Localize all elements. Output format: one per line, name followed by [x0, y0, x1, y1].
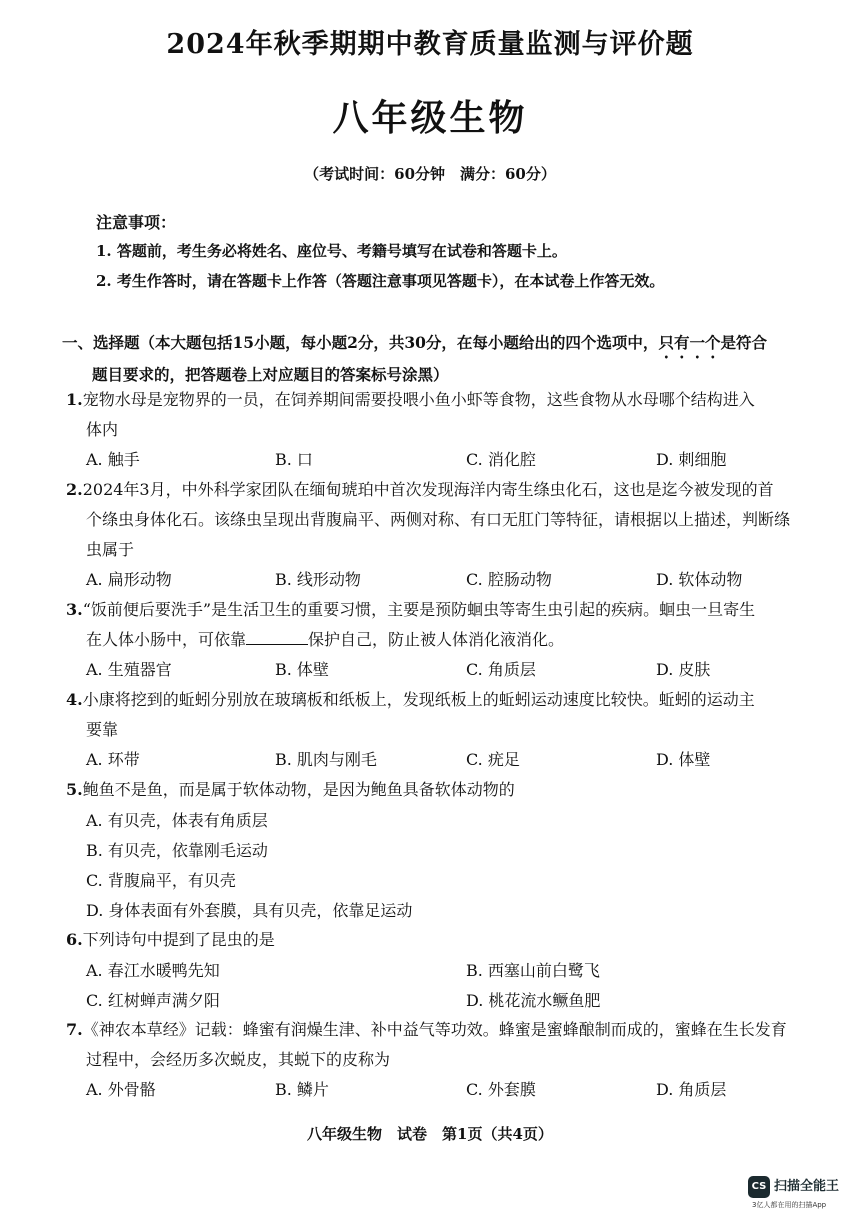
notice-item: 2. 考生作答时，请在答题卡上作答（答题注意事项见答题卡），在本试卷上作答无效。 [96, 272, 665, 290]
option-d[interactable]: D. 皮肤 [656, 660, 711, 679]
question-number: 6. [66, 930, 83, 949]
option-c[interactable]: C. 腔肠动物 [466, 570, 552, 589]
section-text: 一、选择题（本大题包括15小题，每小题2分，共30分，在每小题给出的四个选项中， [62, 333, 659, 352]
exam-title: 2024年秋季期期中教育质量监测与评价题 [166, 29, 694, 60]
question-text: 虫属于 [86, 540, 135, 559]
option-b[interactable]: B. 口 [275, 450, 313, 469]
option-c[interactable]: C. 疣足 [466, 750, 520, 769]
question-4 [66, 685, 826, 745]
option-c[interactable]: C. 外套膜 [466, 1080, 536, 1099]
options-6b [86, 988, 746, 1014]
answer-blank [246, 628, 308, 645]
question-2 [66, 475, 826, 565]
options-2 [86, 567, 746, 593]
question-text: 体内 [86, 420, 119, 439]
option-a[interactable]: A. 外骨骼 [86, 1080, 156, 1099]
option-a[interactable]: A. 生殖器官 [86, 660, 172, 679]
question-text: 保护自己，防止被人体消化液消化。 [308, 630, 565, 649]
subject-title: 八年级生物 [332, 97, 528, 139]
option-b[interactable]: B. 鳞片 [275, 1080, 329, 1099]
scanner-app-name: 扫描全能王 [774, 1179, 840, 1194]
options-6 [86, 958, 746, 984]
option-d[interactable]: D. 角质层 [656, 1080, 727, 1099]
notice-item: 1. 答题前，考生务必将姓名、座位号、考籍号填写在试卷和答题卡上。 [96, 242, 567, 260]
option-a[interactable]: A. 扁形动物 [86, 570, 172, 589]
section-heading [62, 330, 822, 387]
options-4 [86, 747, 746, 773]
question-text: 宠物水母是宠物界的一员，在饲养期间需要投喂小鱼小虾等食物，这些食物从水母哪个结构进入 [82, 390, 755, 409]
question-text: 《神农本草经》记载：蜂蜜有润燥生津、补中益气等功效。蜂蜜是蜜蜂酿制而成的，蜜蜂在生长发育 [82, 1020, 787, 1039]
question-text: 2024年3月，中外科学家团队在缅甸琥珀中首次发现海洋内寄生绦虫化石，这也是迄今被发现的首 [82, 480, 774, 499]
question-number: 3. [66, 600, 83, 619]
notice-heading: 注意事项： [96, 213, 177, 232]
option-d[interactable]: D. 桃花流水鳜鱼肥 [466, 991, 601, 1010]
question-3 [66, 595, 826, 655]
question-number: 4. [66, 690, 83, 709]
option-c[interactable]: C. 消化腔 [466, 450, 536, 469]
options-7 [86, 1077, 746, 1103]
question-text: 个绦虫身体化石。该绦虫呈现出背腹扁平、两侧对称、有口无肛门等特征，请根据以上描述，判断绦 [86, 510, 791, 529]
option-a[interactable]: A. 有贝壳，体表有角质层 [86, 811, 268, 830]
option-b[interactable]: B. 西塞山前白鹭飞 [466, 961, 600, 980]
question-number: 7. [66, 1020, 83, 1039]
exam-info: （考试时间：60分钟 满分：60分） [304, 165, 556, 183]
option-c[interactable]: C. 红树蝉声满夕阳 [86, 991, 220, 1010]
scanner-watermark [748, 1174, 854, 1210]
question-text: 要靠 [86, 720, 119, 739]
question-5 [66, 775, 826, 805]
question-number: 1. [66, 390, 83, 409]
option-b[interactable]: B. 体壁 [275, 660, 329, 679]
option-a[interactable]: A. 环带 [86, 750, 140, 769]
question-text: 小康将挖到的蚯蚓分别放在玻璃板和纸板上，发现纸板上的蚯蚓运动速度比较快。蚯蚓的运动主 [82, 690, 755, 709]
question-number: 2. [66, 480, 83, 499]
option-a[interactable]: A. 触手 [86, 450, 140, 469]
option-a[interactable]: A. 春江水暖鸭先知 [86, 961, 220, 980]
question-text: 鲍鱼不是鱼，而是属于软体动物，是因为鲍鱼具备软体动物的 [82, 780, 515, 799]
scanner-tagline: 3亿人都在用的扫描App [752, 1201, 827, 1209]
scanner-logo-icon: CS [748, 1176, 770, 1198]
section-emphasis: 只有一个 [658, 333, 721, 352]
question-number: 5. [66, 780, 83, 799]
option-c[interactable]: C. 背腹扁平，有贝壳 [86, 871, 236, 890]
question-6 [66, 925, 826, 955]
option-d[interactable]: D. 身体表面有外套膜，具有贝壳，依靠足运动 [86, 901, 413, 920]
question-1 [66, 385, 826, 445]
options-3 [86, 657, 746, 683]
option-b[interactable]: B. 线形动物 [275, 570, 361, 589]
question-text: 过程中，会经历多次蜕皮，其蜕下的皮称为 [86, 1050, 391, 1069]
page-footer: 八年级生物 试卷 第1页（共4页） [307, 1125, 553, 1143]
option-c[interactable]: C. 角质层 [466, 660, 536, 679]
option-d[interactable]: D. 刺细胞 [656, 450, 727, 469]
question-7 [66, 1015, 826, 1075]
question-text: “饭前便后要洗手”是生活卫生的重要习惯，主要是预防蛔虫等寄生虫引起的疾病。蛔虫一旦寄生 [82, 600, 756, 619]
option-d[interactable]: D. 软体动物 [656, 570, 743, 589]
section-text: 是符合 [720, 333, 767, 352]
question-text: 在人体小肠中，可依靠 [86, 630, 247, 649]
option-d[interactable]: D. 体壁 [656, 750, 711, 769]
option-b[interactable]: B. 肌肉与刚毛 [275, 750, 377, 769]
question-text: 下列诗句中提到了昆虫的是 [82, 930, 275, 949]
option-b[interactable]: B. 有贝壳，依靠刚毛运动 [86, 841, 268, 860]
section-text-line2: 题目要求的，把答题卷上对应题目的答案标号涂黑） [92, 365, 449, 384]
options-1 [86, 447, 746, 473]
